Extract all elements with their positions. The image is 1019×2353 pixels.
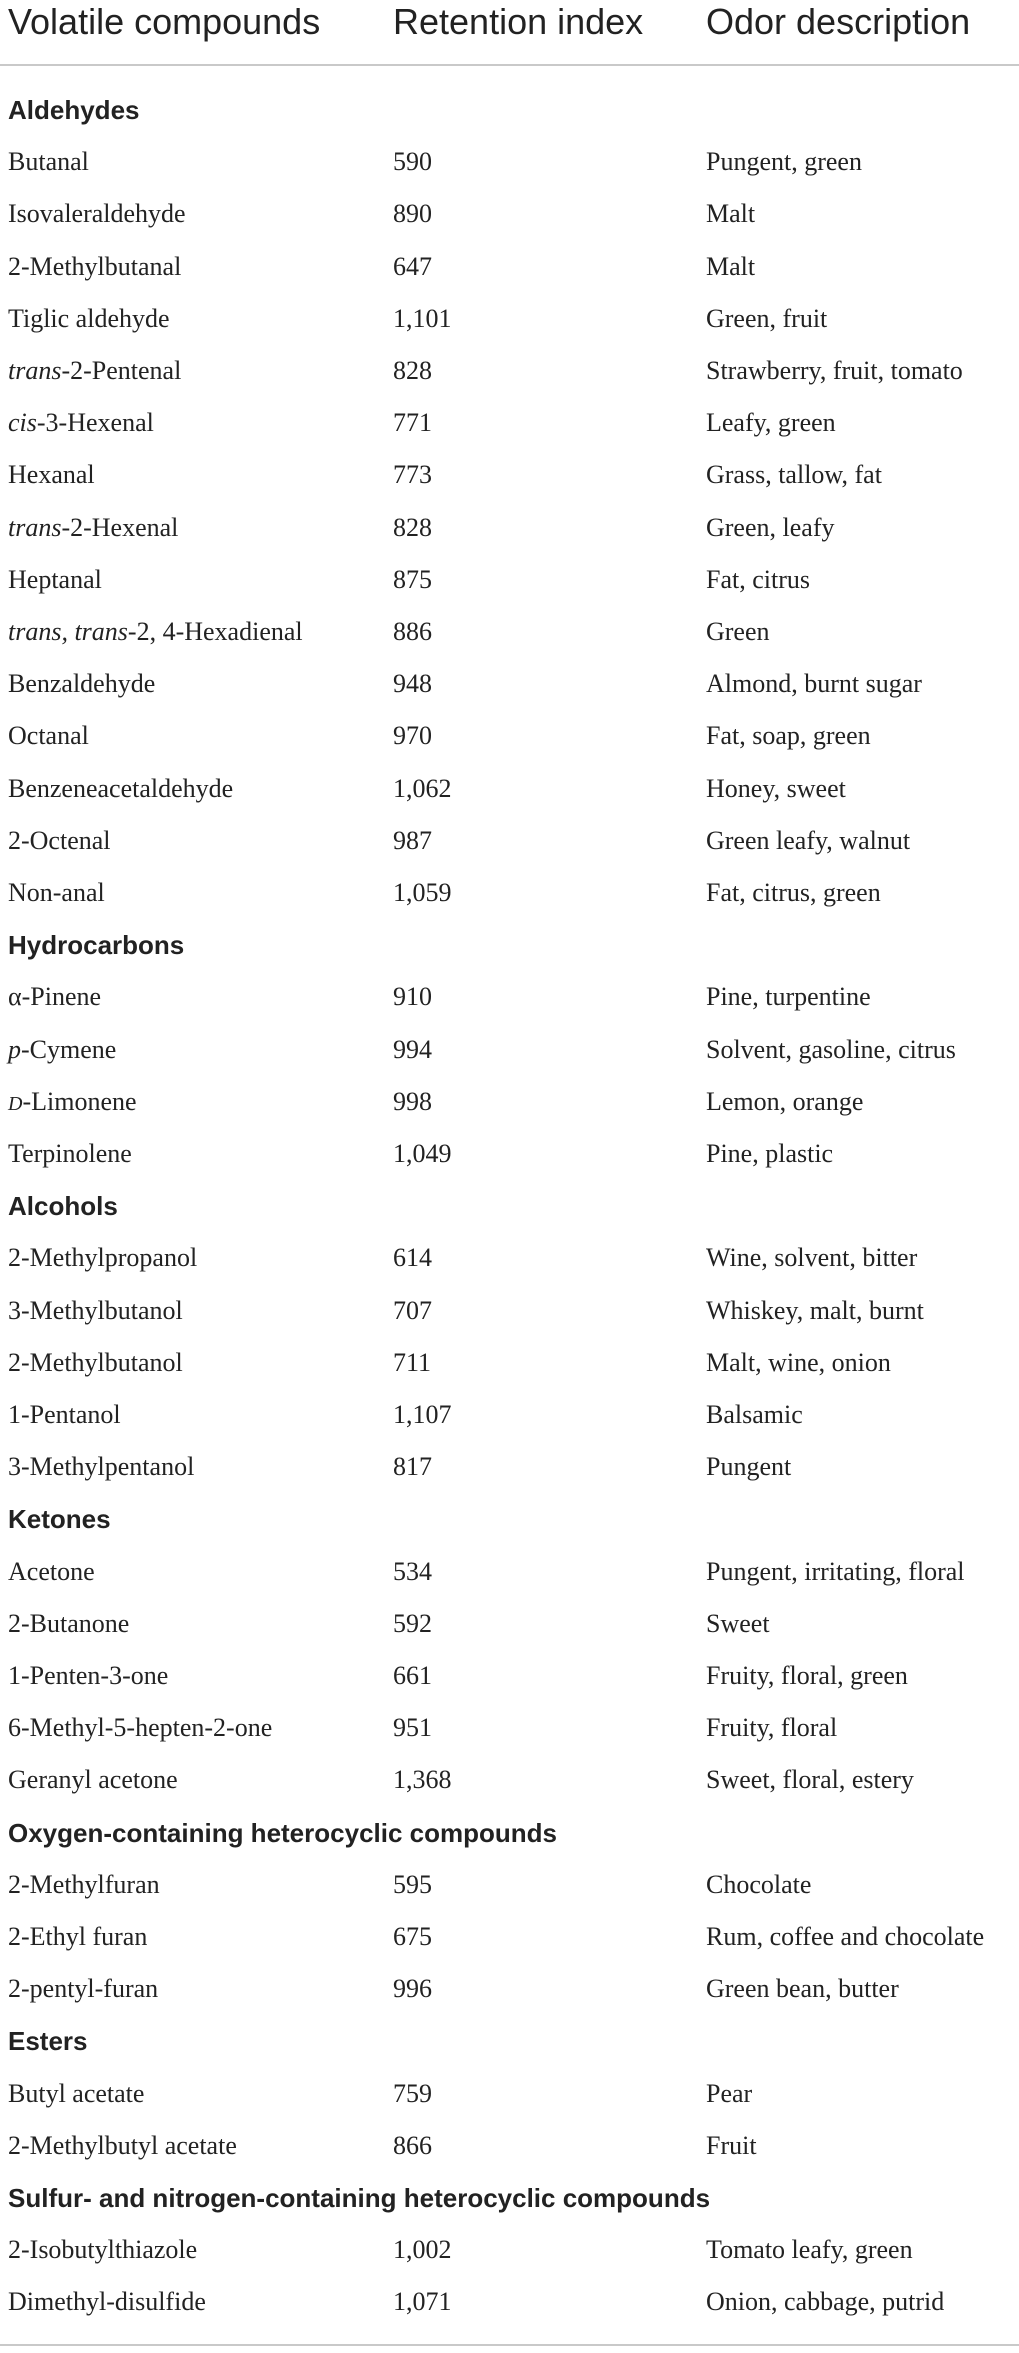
compound-name — [8, 658, 155, 710]
compound-name — [8, 1598, 129, 1650]
compound-base-name: -2-Hexenal — [61, 512, 179, 542]
odor-description-value: Fruity, floral — [706, 1713, 838, 1743]
odor-description-value: Fruity, floral, green — [706, 1661, 908, 1690]
odor-description-value: Fat, citrus, green — [706, 878, 881, 907]
compound-base-name: 1-Pentanol — [8, 1400, 121, 1429]
compound-name — [8, 1128, 132, 1180]
retention-index-value: 759 — [393, 2078, 432, 2108]
compound-name — [8, 971, 101, 1023]
compound-base-name: Acetone — [8, 1556, 95, 1586]
category-label: Ketones — [8, 1504, 111, 1535]
retention-index-value: 1,002 — [393, 2235, 452, 2265]
retention-index-value: 890 — [393, 199, 432, 229]
odor-description-value: Sweet — [706, 1608, 770, 1638]
table-row — [0, 1232, 1019, 1284]
compound-base-name: Terpinolene — [8, 1139, 132, 1168]
odor-description-value: Green — [706, 617, 770, 646]
compound-base-name: 2-Methylfuran — [8, 1869, 160, 1899]
odor-description-value: Pine, plastic — [706, 1139, 834, 1168]
category-label: Sulfur- and nitrogen-containing heterocyclic compounds — [8, 2183, 711, 2213]
category-label: Hydrocarbons — [8, 930, 185, 961]
retention-index-value: 948 — [393, 669, 432, 699]
retention-index-value: 1,368 — [393, 1765, 452, 1795]
retention-index-value: 875 — [393, 564, 432, 594]
compound-prefix: trans — [8, 356, 62, 385]
compound-base-name: 6-Methyl-5-hepten-2-one — [8, 1713, 273, 1743]
compound-base-name: 2-pentyl-furan — [8, 1974, 159, 2004]
table-row — [0, 606, 1019, 658]
compound-name — [8, 1911, 147, 1963]
table-row — [0, 1598, 1019, 1650]
table-row — [0, 449, 1019, 501]
compound-name — [8, 2276, 206, 2328]
compound-prefix: p — [8, 1034, 21, 1064]
retention-index-value: 828 — [393, 356, 432, 385]
retention-index-value: 590 — [393, 147, 432, 177]
retention-index-value: 647 — [393, 251, 432, 281]
compound-base-name: Non-anal — [8, 878, 105, 907]
odor-description-value: Fruit — [706, 2130, 757, 2160]
compound-base-name: Butyl acetate — [8, 2078, 145, 2108]
compound-name — [8, 2224, 197, 2276]
category-row — [0, 919, 1019, 971]
table-row — [0, 815, 1019, 867]
compound-prefix: α — [8, 982, 22, 1012]
odor-description-value: Sweet, floral, estery — [706, 1765, 914, 1795]
compound-base-name: 2-Ethyl furan — [8, 1922, 148, 1951]
odor-description-value: Tomato leafy, green — [706, 2235, 913, 2265]
odor-description-value: Malt — [706, 199, 756, 229]
compound-name — [8, 1337, 183, 1389]
compound-base-name: Butanal — [8, 147, 89, 177]
retention-index-value: 675 — [393, 1922, 432, 1951]
compound-name — [8, 1702, 272, 1754]
table-row — [0, 1441, 1019, 1493]
odor-description-value: Honey, sweet — [706, 773, 846, 803]
compound-name — [8, 188, 186, 240]
compound-name — [8, 1754, 178, 1806]
retention-index-value: 996 — [393, 1974, 432, 2004]
odor-description-value: Grass, tallow, fat — [706, 460, 882, 490]
compound-name — [8, 1285, 183, 1337]
compound-base-name: Tiglic aldehyde — [8, 303, 170, 333]
retention-index-value: 1,107 — [393, 1400, 452, 1429]
table-row — [0, 763, 1019, 815]
retention-index-value: 1,101 — [393, 303, 452, 333]
compound-base-name: 2-Isobutylthiazole — [8, 2235, 198, 2265]
compound-base-name: -Cymene — [21, 1034, 117, 1064]
table-row — [0, 658, 1019, 710]
compound-name — [8, 2120, 237, 2172]
compound-base-name: -3-Hexenal — [36, 408, 154, 438]
odor-description-value: Lemon, orange — [706, 1086, 864, 1116]
compound-name — [8, 345, 181, 397]
compound-name — [8, 502, 178, 554]
odor-description-value: Balsamic — [706, 1400, 803, 1429]
compound-prefix: trans, trans — [8, 617, 128, 646]
odor-description-value: Whiskey, malt, burnt — [706, 1295, 924, 1325]
table-row — [0, 1024, 1019, 1076]
retention-index-value: 1,071 — [393, 2287, 452, 2317]
retention-index-value: 661 — [393, 1661, 432, 1690]
compound-base-name: -2-Pentenal — [61, 356, 182, 385]
table-row — [0, 188, 1019, 240]
compound-name — [8, 1232, 197, 1284]
odor-description-value: Pear — [706, 2078, 753, 2108]
retention-index-value: 994 — [393, 1034, 432, 1064]
compound-base-name: -Pinene — [21, 982, 102, 1012]
table-row — [0, 1285, 1019, 1337]
compound-base-name: -Limonene — [22, 1086, 137, 1116]
retention-index-value: 970 — [393, 721, 432, 751]
compound-name — [8, 1389, 121, 1441]
table-row — [0, 2068, 1019, 2120]
compound-base-name: 3-Methylbutanol — [8, 1295, 183, 1325]
odor-description-value: Fat, soap, green — [706, 721, 871, 751]
table-row — [0, 867, 1019, 919]
compound-prefix: cis — [8, 408, 37, 438]
compound-base-name: -2, 4-Hexadienal — [127, 617, 303, 646]
header-divider — [0, 64, 1019, 66]
compound-base-name: 3-Methylpentanol — [8, 1452, 195, 1482]
odor-description-value: Green leafy, walnut — [706, 825, 911, 855]
table-row — [0, 241, 1019, 293]
category-row — [0, 1493, 1019, 1545]
odor-description-value: Pine, turpentine — [706, 982, 871, 1012]
odor-description-value: Fat, citrus — [706, 564, 810, 594]
table-row — [0, 554, 1019, 606]
compound-base-name: 2-Methylpropanol — [8, 1243, 198, 1273]
table-row — [0, 1650, 1019, 1702]
compound-name — [8, 1546, 95, 1598]
odor-description-value: Rum, coffee and chocolate — [706, 1922, 985, 1951]
table-row — [0, 2120, 1019, 2172]
compound-name — [8, 1963, 158, 2015]
category-row — [0, 2015, 1019, 2067]
retention-index-value: 711 — [393, 1347, 432, 1377]
compound-name — [8, 1650, 168, 1702]
retention-index-value: 1,062 — [393, 773, 452, 803]
compound-prefix: D — [8, 1092, 23, 1115]
odor-description-value: Leafy, green — [706, 408, 836, 438]
table-row — [0, 2224, 1019, 2276]
compound-name — [8, 763, 233, 815]
odor-description-value: Green bean, butter — [706, 1974, 899, 2004]
odor-description-value: Green, fruit — [706, 303, 828, 333]
odor-description-value: Solvent, gasoline, citrus — [706, 1034, 956, 1064]
compound-base-name: Benzaldehyde — [8, 669, 156, 699]
compound-base-name: Isovaleraldehyde — [8, 199, 186, 229]
header-retention-index: Retention index — [393, 1, 644, 42]
table-row — [0, 1911, 1019, 1963]
retention-index-value: 1,049 — [393, 1139, 452, 1168]
retention-index-value: 866 — [393, 2130, 432, 2160]
table-row — [0, 136, 1019, 188]
retention-index-value: 771 — [393, 408, 432, 438]
table-row — [0, 971, 1019, 1023]
category-row — [0, 2172, 1019, 2224]
table-row — [0, 710, 1019, 762]
odor-description-value: Pungent — [706, 1452, 792, 1482]
odor-description-value: Green, leafy — [706, 512, 835, 542]
table-row — [0, 1702, 1019, 1754]
table-row — [0, 1963, 1019, 2015]
odor-description-value: Almond, burnt sugar — [706, 669, 922, 699]
odor-description-value: Pungent, green — [706, 147, 862, 177]
compound-base-name: Benzeneacetaldehyde — [8, 773, 234, 803]
table-row — [0, 1128, 1019, 1180]
category-label: Esters — [8, 2026, 88, 2057]
retention-index-value: 592 — [393, 1608, 432, 1638]
table-row — [0, 1754, 1019, 1806]
retention-index-value: 951 — [393, 1713, 432, 1743]
compound-base-name: 1-Penten-3-one — [8, 1661, 169, 1690]
odor-description-value: Pungent, irritating, floral — [706, 1556, 965, 1586]
compound-name — [8, 867, 105, 919]
table-bottom-divider — [0, 2344, 1019, 2346]
compound-name — [8, 1441, 194, 1493]
retention-index-value: 614 — [393, 1243, 432, 1273]
category-row — [0, 1807, 1019, 1859]
odor-description-value: Malt, wine, onion — [706, 1347, 891, 1377]
retention-index-value: 534 — [393, 1556, 432, 1586]
retention-index-value: 817 — [393, 1452, 432, 1482]
header-odor-description: Odor description — [706, 1, 971, 42]
compound-base-name: 2-Methylbutanol — [8, 1347, 183, 1377]
compound-name — [8, 136, 89, 188]
table-row — [0, 1337, 1019, 1389]
category-row — [0, 1180, 1019, 1232]
compound-name — [8, 554, 102, 606]
compound-base-name: Hexanal — [8, 460, 95, 490]
compound-base-name: 2-Methylbutanal — [8, 251, 182, 281]
retention-index-value: 886 — [393, 617, 432, 646]
table-row — [0, 345, 1019, 397]
table-row — [0, 2276, 1019, 2328]
retention-index-value: 595 — [393, 1869, 432, 1899]
compound-name — [8, 241, 181, 293]
retention-index-value: 910 — [393, 982, 432, 1012]
compound-base-name: Dimethyl-disulfide — [8, 2287, 206, 2317]
table-row — [0, 1546, 1019, 1598]
compound-base-name: 2-Butanone — [8, 1608, 130, 1638]
compound-base-name: 2-Octenal — [8, 825, 111, 855]
header-compound: Volatile compounds — [8, 1, 321, 42]
table-row — [0, 397, 1019, 449]
compound-name — [8, 606, 303, 658]
table-row — [0, 1389, 1019, 1441]
table-row — [0, 1076, 1019, 1128]
compound-base-name: Octanal — [8, 721, 89, 751]
retention-index-value: 828 — [393, 512, 432, 542]
odor-description-value: Malt — [706, 251, 756, 281]
compound-prefix: trans — [8, 512, 62, 542]
category-label: Alcohols — [8, 1191, 118, 1222]
category-row — [0, 84, 1019, 136]
compound-name — [8, 397, 154, 449]
compound-base-name: Geranyl acetone — [8, 1765, 178, 1795]
retention-index-value: 707 — [393, 1295, 432, 1325]
category-label: Aldehydes — [8, 95, 140, 125]
table-row — [0, 293, 1019, 345]
compound-name — [8, 2068, 144, 2120]
compound-name — [8, 1859, 160, 1911]
retention-index-value: 773 — [393, 460, 432, 490]
odor-description-value: Strawberry, fruit, tomato — [706, 356, 963, 385]
retention-index-value: 987 — [393, 825, 432, 855]
compound-name — [8, 1024, 116, 1076]
table-row — [0, 502, 1019, 554]
compound-base-name: 2-Methylbutyl acetate — [8, 2130, 237, 2160]
odor-description-value: Chocolate — [706, 1869, 812, 1899]
retention-index-value: 1,059 — [393, 878, 452, 907]
odor-description-value: Wine, solvent, bitter — [706, 1243, 918, 1273]
compound-name — [8, 815, 111, 867]
table-row — [0, 1859, 1019, 1911]
compound-name — [8, 710, 89, 762]
compound-name — [8, 293, 170, 345]
compound-name — [8, 1076, 137, 1128]
compound-name — [8, 449, 95, 501]
compound-base-name: Heptanal — [8, 564, 102, 594]
odor-description-value: Onion, cabbage, putrid — [706, 2287, 945, 2317]
category-label: Oxygen-containing heterocyclic compounds — [8, 1817, 557, 1848]
retention-index-value: 998 — [393, 1086, 432, 1116]
